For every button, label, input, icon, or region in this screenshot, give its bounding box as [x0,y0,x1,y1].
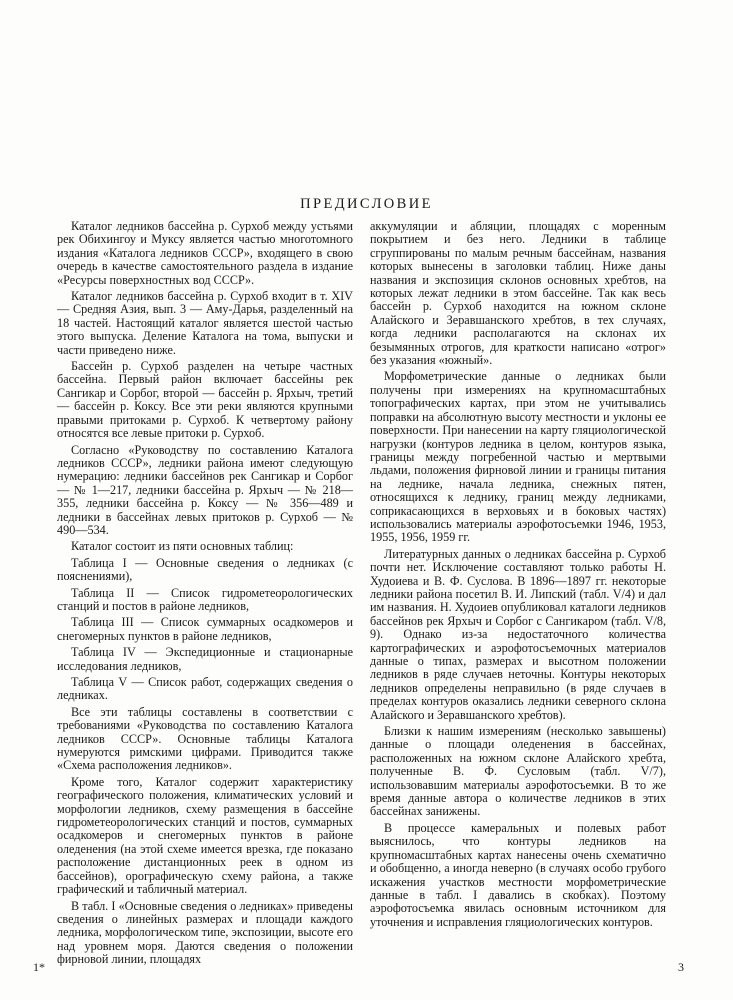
paragraph: Морфометрические данные о ледниках были получены при измерениях на крупномасштабных топографических картах, при этом не учитывались поправки на абсолютную высоту местности и уклоны ее поверхности. При нанесении на карту гляциологической нагрузки (контуров ледника в целом, контуров языка, границы между погребенной частью и мертвыми льдами, положения фирновой линии и границы питания на леднике, начала ледника, снежных пятен, относящихся к леднику, границ между ледниками, соприкасающихся в верховьях и в боковых частях) использовались материалы аэрофотосъемки 1946, 1953, 1955, 1956, 1959 гг. [370,369,666,545]
paragraph: Близки к нашим измерениям (несколько завышены) данные о площади оледенения в бассейнах, расположенных на южном склоне Алайского хребта, полученные В. Ф. Сусловым (табл. V/7), использовавшим материалы аэрофотосъемки. В то же время данные автора о количестве ледников в этих бассейнах занижены. [370,724,666,819]
printer-signature: 1* [33,960,45,974]
page-title: ПРЕДИСЛОВИЕ [300,196,433,212]
paragraph: Каталог ледников бассейна р. Сурхоб между устьями рек Обихингоу и Муксу является частью многотомного издания «Каталога ледников СССР», входящего в свою очередь в качестве самостоятельного раздела в издание «Ресурсы поверхностных вод СССР». [57,219,353,287]
table-list-item: Таблица IV — Экспедиционные и стационарные исследования ледников, [57,645,353,673]
paragraph: Кроме того, Каталог содержит характеристику географического положения, климатических условий и морфологии ледников, схему размещения в бассейне гидрометеорологических станций и постов, суммарных осадкомеров и снегомерных пунктов в районе оледенения (на этой схеме имеется врезка, где показано расположение дистанционных реек в одном из бассейнов), орографическую схему района, а также графический и табличный материал. [57,774,353,897]
paragraph: В табл. I «Основные сведения о ледниках» приведены сведения о линейных размерах и площади каждого ледника, морфологическом типе, экспозиции, высоте его над уровнем моря. Даются сведения о положении фирновой линии, площадях [57,898,353,967]
table-list-item: Таблица V — Список работ, содержащих сведения о ледниках. [57,675,353,703]
paragraph: Согласно «Руководству по составлению Каталога ледников СССР», ледники района имеют следующую нумерацию: ледники бассейнов рек Сангикар и Сорбог — № 1—217, ледники бассейна р. Ярхыч — № 218—355, ледники бассейна р. Коксу — № 356—489 и ледники в бассейнах левых притоков р. Сурхоб — № 490—534. [57,442,353,537]
paragraph: Каталог состоит из пяти основных таблиц: [71,539,294,554]
page-number: 3 [678,960,684,974]
paragraph-continued: аккумуляции и абляции, площадях с моренным покрытием и без него. Ледники в таблице сгруппированы по малым речным бассейнам, названия которых вынесены в заголовки таблиц. Ниже даны названия и экспозиция склонов основных хребтов, на которых лежат ледники в этом бассейне. Так как весь бассейн р. Сурхоб находится на южном склоне Алайского и Зеравшанского хребтов, в тех случаях, когда ледники располагаются на склонах их безымянных отрогов, для краткости написано «отрог» без указания «южный». [370,219,666,368]
table-list-item: Таблица III — Список суммарных осадкомеров и снегомерных пунктов в районе ледников, [57,615,353,643]
left-column [57,220,353,970]
paragraph: Каталог ледников бассейна р. Сурхоб входит в т. XIV — Средняя Азия, вып. 3 — Аму-Дарья, разделенный на 18 частей. Настоящий каталог является шестой частью этого выпуска. Деление Каталога на тома, выпуски и части приведено ниже. [57,289,353,357]
paragraph: В процессе камеральных и полевых работ выяснилось, что контуры ледников на крупномасштабных картах нанесены очень схематично и обобщенно, а иногда неверно (в случаях особо грубого искажения участков местности морфометрические данные в табл. I давались в скобках). Поэтому аэрофотосъемка явилась основным источником для уточнения и исправления гляциологических контуров. [370,820,666,929]
table-list-item: Таблица II — Список гидрометеорологических станций и постов в районе ледников, [57,585,353,613]
paragraph: Бассейн р. Сурхоб разделен на четыре частных бассейна. Первый район включает бассейны рек Сангикар и Сорбог, второй — бассейн р. Ярхыч, третий — бассейн р. Коксу. Все эти реки являются крупными правыми притоками р. Сурхоб. К четвертому району относятся все левые притоки р. Сурхоб. [57,359,353,441]
right-column [370,220,666,932]
paragraph: Литературных данных о ледниках бассейна р. Сурхоб почти нет. Исключение составляют только работы Н. Худоиева и В. Ф. Суслова. В 1896—1897 гг. некоторые ледники района посетил В. И. Липский (табл. V/4) и дал им названия. Н. Худоиев опубликовал каталоги ледников бассейнов рек Ярхыч и Сорбог с Сангикаром (табл. V/8, 9). Однако из-за недостаточного количества картографических и аэрофотосъемочных материалов данные о типах, размерах и высотном положении ледников в ряде случаев неточны. Контуры некоторых ледников определены неправильно (в ряде случаев в пределах контуров оказались ледники северного склона Алайского и Зеравшанского хребтов). [370,546,666,722]
table-list-item: Таблица I — Основные сведения о ледниках (с пояснениями), [57,555,353,584]
paragraph: Все эти таблицы составлены в соответствии с требованиями «Руководства по составлению Каталога ледников СССР». Основные таблицы Каталога нумеруются римскими цифрами. Приводится также «Схема расположения ледников». [57,704,353,773]
